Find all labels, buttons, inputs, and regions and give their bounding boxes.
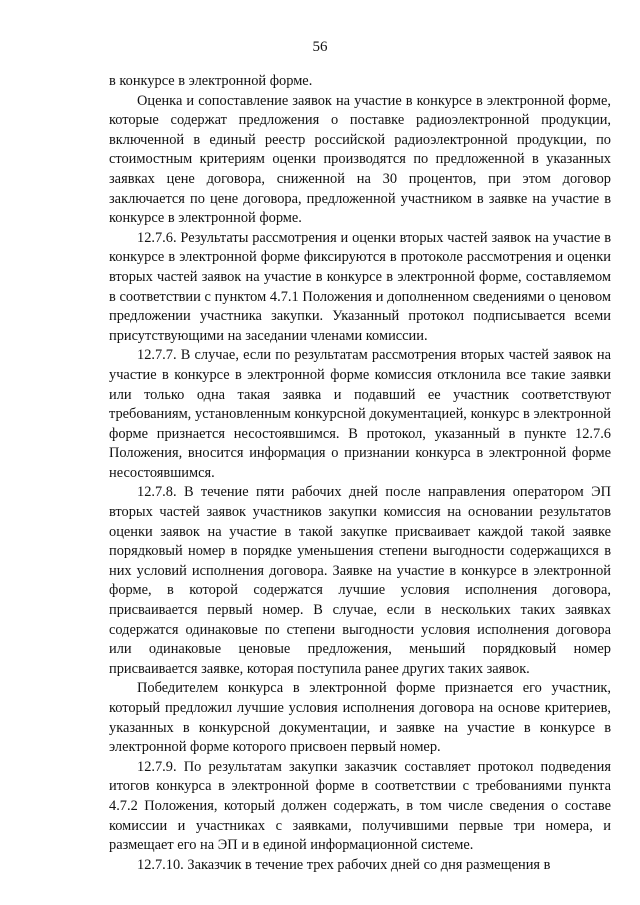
paragraph-12-7-8: 12.7.8. В течение пяти рабочих дней после направления оператором ЭП вторых частей заявок участников закупки комиссия на основании результатов оценки заявок на участие в такой закупке присваивает каждой такой заявке порядковый номер в порядке уменьшения степени выгодности содержащихся в них условий исполнения договора. Заявке на участие в конкурсе в электронной форме, в которой содержатся лучшие условия исполнения договора, присваивается первый номер. В случае, если в нескольких таких заявках содержатся одинаковые по степени выгодности условия исполнения договора или одинаковые ценовые предложения, меньший порядковый номер присваивается заявке, которая поступила ранее других таких заявок.	[109, 484, 611, 677]
paragraph-winner: Победителем конкурса в электронной форме признается его участник, который предложил лучшие условия исполнения договора на основе критериев, указанных в конкурсной документации, и заявке на участие в конкурсе в электронной форме которого присвоен первый номер.	[109, 680, 611, 756]
paragraph-12-7-9: 12.7.9. По результатам закупки заказчик составляет протокол подведения итогов конкурса в электронной форме в соответствии с требованиями пункта 4.7.2 Положения, который должен содержать, в том числе сведения о составе комиссии и участниках с заявками, получившими первые три номера, и размещает его на ЭП и в единой информационной системе.	[109, 758, 611, 854]
paragraph-12-7-6: 12.7.6. Результаты рассмотрения и оценки вторых частей заявок на участие в конкурсе в электронной форме фиксируются в протоколе рассмотрения и оценки вторых частей заявок на участие в конкурсе в электронной форме, составляемом в соответствии с пунктом 4.7.1 Положения и дополненном сведениями о ценовом предложении участника закупки. Указанный протокол подписывается всеми присутствующими на заседании членами комиссии.	[109, 229, 611, 344]
document-body	[109, 72, 611, 875]
paragraph-continuation: в конкурсе в электронной форме.	[109, 73, 313, 89]
paragraph-evaluation-radioelectronics: Оценка и сопоставление заявок на участие в конкурсе в электронной форме, которые содержат предложения о поставке радиоэлектронной продукции, включенной в единый реестр российской радиоэлектронной продукции, по стоимостным критериям оценки производятся по предложенной в указанных заявках цене договора, сниженной на 30 процентов, при этом договор заключается по цене договора, предложенной участником в заявке на участие в конкурсе в электронной форме.	[109, 92, 611, 227]
page-number: 56	[312, 39, 328, 55]
paragraph-12-7-7: 12.7.7. В случае, если по результатам рассмотрения вторых частей заявок на участие в конкурсе в электронной форме комиссия отклонила все такие заявки или только одна такая заявка и подавший ее участник соответствуют требованиям, установленным конкурсной документацией, конкурс в электронной форме признается несостоявшимся. В протокол, указанный в пункте 12.7.6 Положения, вносится информация о признании конкурса в электронной форме несостоявшимся.	[109, 347, 611, 481]
paragraph-12-7-10: 12.7.10. Заказчик в течение трех рабочих дней со дня размещения в	[137, 856, 551, 873]
